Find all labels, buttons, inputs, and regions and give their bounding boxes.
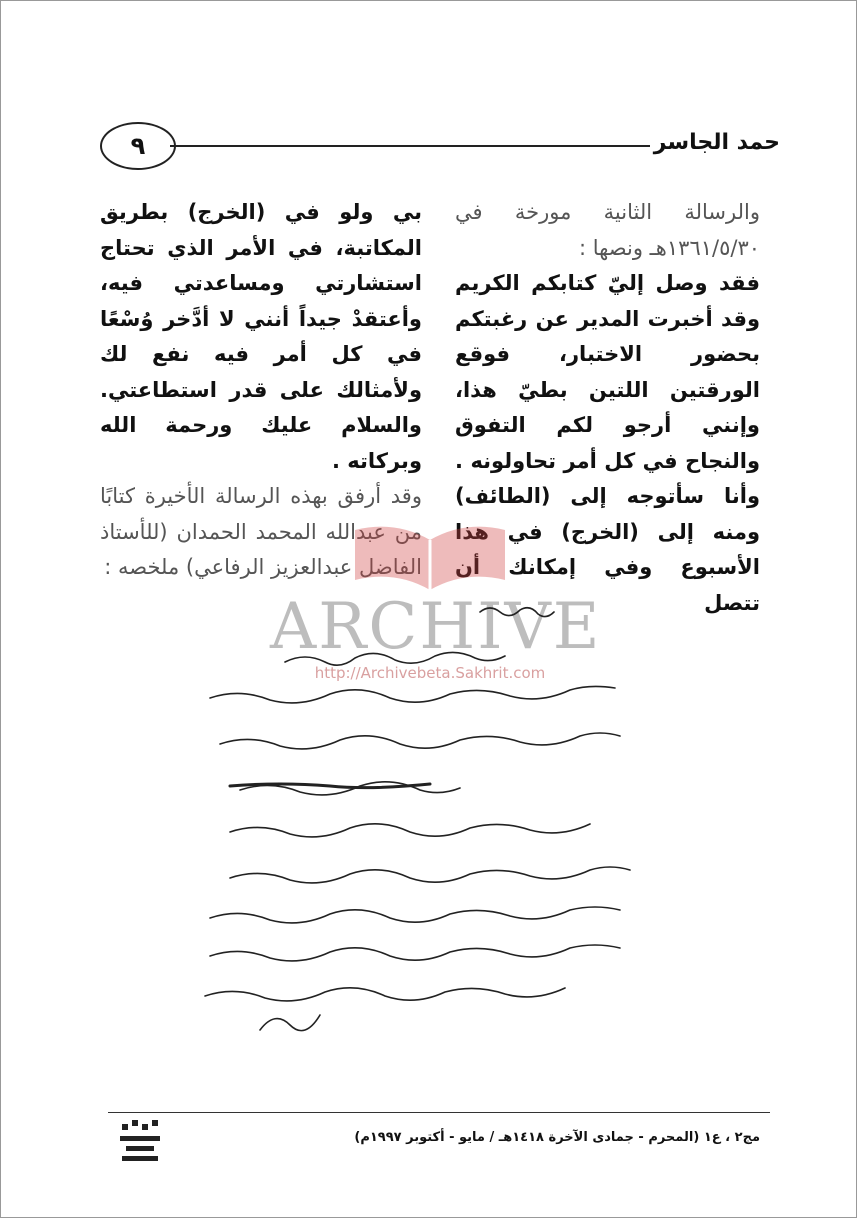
- watermark-url: http://Archivebeta.Sakhrit.com: [314, 664, 546, 682]
- running-title: حمد الجاسر: [653, 130, 780, 155]
- outro-paragraph: وقد أرفق بهذه الرسالة الأخيرة كتابًا من عبدالله المحمد الحمدان (للأستاذ الفاضل عبدالعزيز الرفاعي) ملخصه :: [100, 484, 422, 579]
- page-number: ٩: [100, 122, 176, 170]
- handwritten-letter-image: [190, 600, 750, 1050]
- letter-paragraph-start: فقد وصل إليّ كتابكم الكريم وقد أخبرت المدير عن رغبتكم بحضور الاختبار، فوقع الورقتين اللتين بطيّ هذا، وإنني أرجو لكم التفوق والنجاح في كل أمر تحاولونه . وأنا سأتوجه إلى (الطائف) ومنه إلى (الخرج) في هذا الأسبوع وفي إمكانك أن تتصل: [455, 271, 760, 615]
- journal-emblem-icon: [118, 1118, 162, 1166]
- watermark-book-icon: [345, 520, 515, 600]
- page-header: [100, 122, 780, 172]
- letter-paragraph-end: بي ولو في (الخرج) بطريق المكاتبة، في الأمر الذي تحتاج استشارتي ومساعدتي فيه، وأعتقدْ جيداً أنني لا أدَّخر وُسْعًا في كل أمر فيه نفع لك ولأمثالك على قدر استطاعتي. والسلام عليك ورحمة الله وبركاته .: [100, 200, 422, 473]
- footer-citation: مج٢ ، ع١ (المحرم - جمادى الآخرة ١٤١٨هـ / مايو - أكتوبر ١٩٩٧م): [354, 1130, 760, 1145]
- footer-rule: [108, 1112, 770, 1113]
- header-rule: [170, 145, 650, 147]
- intro-paragraph: والرسالة الثانية مورخة في ١٣٦١/٥/٣٠هـ ونصها :: [455, 200, 760, 260]
- watermark-text: ARCHIVE: [270, 590, 602, 664]
